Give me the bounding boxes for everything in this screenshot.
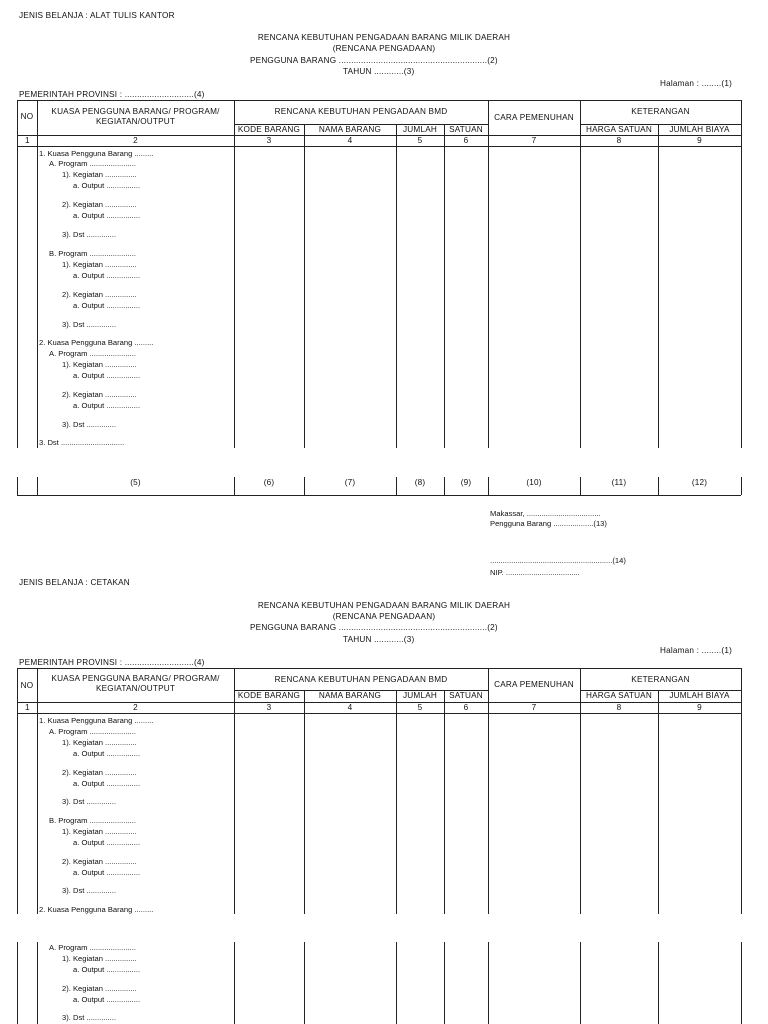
footer-number: (8) [414, 478, 426, 487]
group-keterangan: KETERANGAN [631, 675, 690, 684]
col-jumlah: JUMLAH [403, 125, 437, 134]
col-no: NO [20, 681, 34, 690]
col-jumlah: JUMLAH [403, 691, 437, 700]
group-keterangan: KETERANGAN [631, 107, 690, 116]
list-item: 3). Dst .............. [62, 797, 117, 806]
col-jumlah-biaya: JUMLAH BIAYA [669, 691, 730, 700]
list-item: A. Program ...................... [49, 159, 136, 168]
list-item: 1. Kuasa Pengguna Barang ......... [39, 149, 154, 158]
col-number: 9 [697, 703, 702, 712]
col-kuasa-2: KEGIATAN/OUTPUT [95, 684, 176, 693]
list-item: 2. Kuasa Pengguna Barang ......... [39, 338, 154, 347]
list-item: a. Output ................ [73, 211, 141, 220]
list-item: 3). Dst .............. [62, 230, 117, 239]
col-number: 3 [266, 136, 272, 145]
list-item: 3). Dst .............. [62, 1013, 117, 1022]
col-number: 1 [25, 136, 30, 145]
tahun-line: TAHUN ............(3) [343, 635, 415, 644]
list-item: 1). Kegiatan ............... [62, 954, 137, 963]
col-nama-barang: NAMA BARANG [318, 691, 382, 700]
signature-city: Makassar, ................................... [490, 509, 601, 518]
pengguna-barang-line: PENGGUNA BARANG ............................................................(2) [250, 56, 498, 65]
list-item: 1). Kegiatan ............... [62, 827, 137, 836]
list-item: A. Program ...................... [49, 943, 136, 952]
halaman-label: Halaman : ........(1) [660, 79, 732, 88]
list-item: 3). Dst .............. [62, 320, 117, 329]
footer-number: (5) [130, 478, 141, 487]
halaman-label: Halaman : ........(1) [660, 646, 732, 655]
footer-number: (10) [526, 478, 542, 487]
col-number: 2 [133, 703, 138, 712]
col-number: 2 [133, 136, 138, 145]
col-satuan: SATUAN [449, 691, 483, 700]
pengguna-barang-line: PENGGUNA BARANG ............................................................(2) [250, 623, 498, 632]
list-item: a. Output ................ [73, 995, 141, 1004]
col-number: 6 [463, 136, 469, 145]
col-kuasa-2: KEGIATAN/OUTPUT [95, 117, 176, 126]
list-item: a. Output ................ [73, 401, 141, 410]
col-kode-barang: KODE BARANG [237, 691, 301, 700]
list-item: 3. Dst .............................. [39, 438, 125, 447]
footer-number: (7) [344, 478, 356, 487]
col-number: 7 [531, 703, 537, 712]
list-item: 1). Kegiatan ............... [62, 260, 137, 269]
list-item: 2). Kegiatan ............... [62, 768, 137, 777]
signature-role: Pengguna Barang ...................(13) [490, 519, 607, 528]
col-number: 1 [25, 703, 30, 712]
doc-title: RENCANA KEBUTUHAN PENGADAAN BARANG MILIK DAERAH [257, 33, 511, 42]
col-harga-satuan: HARGA SATUAN [586, 691, 652, 700]
list-item: 2). Kegiatan ............... [62, 290, 137, 299]
col-cara-pemenuhan: CARA PEMENUHAN [494, 680, 574, 689]
list-item: a. Output ................ [73, 301, 141, 310]
list-item: 3). Dst .............. [62, 420, 117, 429]
jenis-belanja-atk: JENIS BELANJA : ALAT TULIS KANTOR [19, 11, 175, 20]
col-nama-barang: NAMA BARANG [318, 125, 382, 134]
col-harga-satuan: HARGA SATUAN [586, 125, 652, 134]
col-kuasa: KUASA PENGGUNA BARANG/ PROGRAM/ [51, 107, 220, 116]
list-item: a. Output ................ [73, 371, 141, 380]
col-satuan: SATUAN [449, 125, 483, 134]
list-item: a. Output ................ [73, 271, 141, 280]
col-number: 4 [347, 136, 353, 145]
list-item: a. Output ................ [73, 749, 141, 758]
list-item: a. Output ................ [73, 779, 141, 788]
list-item: a. Output ................ [73, 965, 141, 974]
list-item: B. Program ...................... [49, 816, 136, 825]
col-number: 5 [417, 703, 423, 712]
pemerintah-provinsi: PEMERINTAH PROVINSI : ............................(4) [19, 658, 205, 667]
col-number: 9 [697, 136, 702, 145]
signature-nip: NIP. ................................... [490, 568, 580, 577]
col-number: 6 [463, 703, 469, 712]
col-jumlah-biaya: JUMLAH BIAYA [669, 125, 730, 134]
col-number: 3 [266, 703, 272, 712]
col-number: 8 [616, 136, 622, 145]
list-item: B. Program ...................... [49, 249, 136, 258]
col-number: 8 [616, 703, 622, 712]
list-item: 2. Kuasa Pengguna Barang ......... [39, 905, 154, 914]
list-item: 2). Kegiatan ............... [62, 984, 137, 993]
signature-name: ..........................................................(14) [490, 556, 626, 565]
col-kode-barang: KODE BARANG [237, 125, 301, 134]
tahun-line: TAHUN ............(3) [343, 67, 415, 76]
list-item: A. Program ...................... [49, 727, 136, 736]
list-item: 3). Dst .............. [62, 886, 117, 895]
doc-subtitle: (RENCANA PENGADAAN) [332, 612, 436, 621]
list-item: 2). Kegiatan ............... [62, 857, 137, 866]
list-item: a. Output ................ [73, 838, 141, 847]
group-rencana: RENCANA KEBUTUHAN PENGADAAN BMD [274, 107, 448, 116]
list-item: 2). Kegiatan ............... [62, 390, 137, 399]
pemerintah-provinsi: PEMERINTAH PROVINSI : ............................(4) [19, 90, 205, 99]
col-number: 7 [531, 136, 537, 145]
footer-number: (6) [263, 478, 275, 487]
doc-title: RENCANA KEBUTUHAN PENGADAAN BARANG MILIK DAERAH [257, 601, 511, 610]
col-number: 5 [417, 136, 423, 145]
jenis-belanja-cetakan: JENIS BELANJA : CETAKAN [19, 578, 130, 587]
list-item: 1). Kegiatan ............... [62, 170, 137, 179]
col-number: 4 [347, 703, 353, 712]
footer-number: (11) [611, 478, 627, 487]
col-kuasa: KUASA PENGGUNA BARANG/ PROGRAM/ [51, 674, 220, 683]
list-item: 1). Kegiatan ............... [62, 360, 137, 369]
doc-subtitle: (RENCANA PENGADAAN) [332, 44, 436, 53]
list-item: A. Program ...................... [49, 349, 136, 358]
footer-number: (12) [691, 478, 708, 487]
list-item: 1). Kegiatan ............... [62, 738, 137, 747]
col-no: NO [20, 112, 34, 121]
footer-number: (9) [460, 478, 472, 487]
list-item: 2). Kegiatan ............... [62, 200, 137, 209]
col-cara-pemenuhan: CARA PEMENUHAN [494, 113, 574, 122]
group-rencana: RENCANA KEBUTUHAN PENGADAAN BMD [274, 675, 448, 684]
list-item: 1. Kuasa Pengguna Barang ......... [39, 716, 154, 725]
list-item: a. Output ................ [73, 181, 141, 190]
list-item: a. Output ................ [73, 868, 141, 877]
